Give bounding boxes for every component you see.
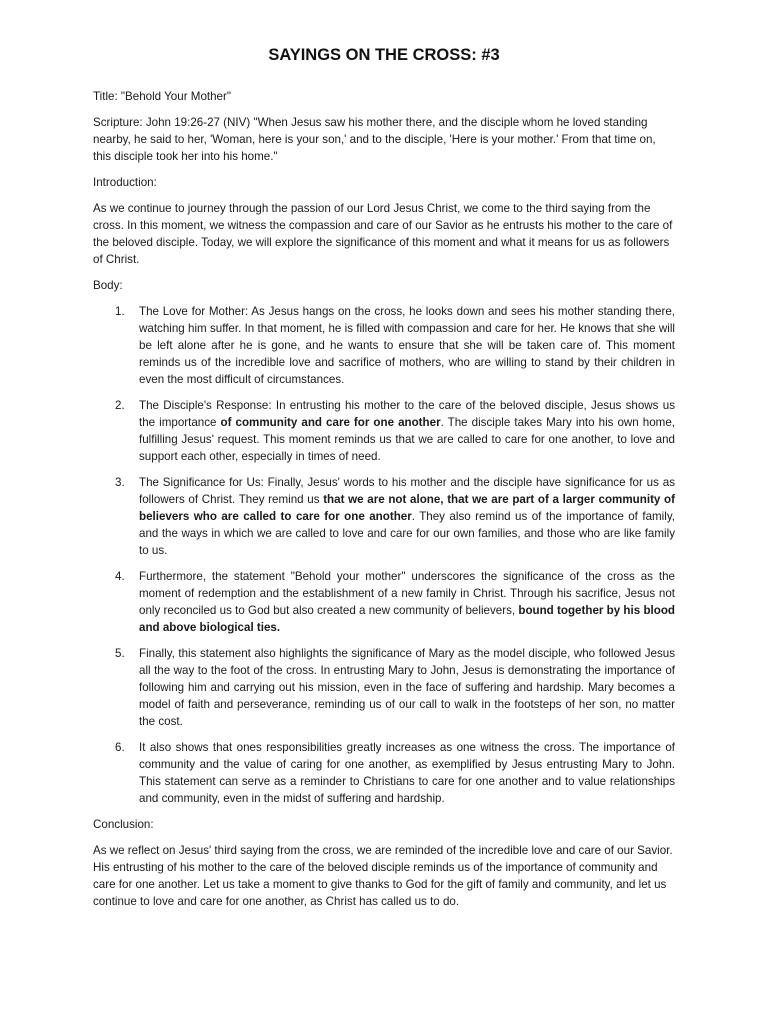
list-item-bold-text: bound together by his blood and above biological ties. bbox=[139, 604, 675, 634]
list-item-number: 5. bbox=[115, 647, 125, 660]
list-item-text: It also shows that ones responsibilities greatly increases as one witness the cross. The importance of community and the value of caring for one another, as exemplified by Jesus entrusting Mary to John. This statement can serve as a reminder to Christians to care for one another and to value relationships and community, even in the midst of suffering and hardship. bbox=[139, 741, 675, 805]
list-item-number: 3. bbox=[115, 476, 125, 489]
list-item-text: The Disciple's Response: In entrusting his mother to the care of the beloved disciple, Jesus shows us the importance bbox=[139, 399, 675, 429]
list-item-text-after: . They also remind us of the importance of family, and the ways in which we are called to love and care for our own families, and those who are like family to us. bbox=[139, 510, 675, 557]
list-item bbox=[93, 303, 675, 388]
list-item-number: 2. bbox=[115, 399, 125, 412]
list-item-text: Finally, this statement also highlights the significance of Mary as the model disciple, who followed Jesus all the way to the foot of the cross. In entrusting Mary to John, Jesus is demonstrating the importance of following him and carrying out his mission, even in the face of suffering and hardship. Mary becomes a model of faith and perseverance, reminding us of our call to walk in the footsteps of her son, no matter the cost. bbox=[139, 647, 675, 728]
list-item bbox=[93, 397, 675, 465]
body-heading: Body: bbox=[93, 279, 123, 292]
list-item-number: 4. bbox=[115, 570, 125, 583]
list-item bbox=[93, 568, 675, 636]
list-item bbox=[93, 474, 675, 559]
list-item-text: Furthermore, the statement "Behold your mother" underscores the significance of the cross as the moment of redemption and the establishment of a new family in Christ. Through his sacrifice, Jesus not only reconciled us to God but also created a new community of believers, bbox=[139, 570, 675, 617]
introduction-paragraph: As we continue to journey through the passion of our Lord Jesus Christ, we come to the third saying from the cross. In this moment, we witness the compassion and care of our Savior as he entrusts his mother to the care of the beloved disciple. Today, we will explore the significance of this moment and what it means for us as followers of Christ. bbox=[93, 202, 673, 266]
body-list bbox=[93, 303, 675, 807]
scripture-paragraph: Scripture: John 19:26-27 (NIV) "When Jesus saw his mother there, and the disciple whom he loved standing nearby, he said to her, 'Woman, here is your son,' and to the disciple, 'Here is your mother.' From that time on, this disciple took her into his home." bbox=[93, 116, 656, 163]
list-item-number: 6. bbox=[115, 741, 125, 754]
list-item-text-after: . The disciple takes Mary into his own home, fulfilling Jesus' request. This moment reminds us that we are called to care for one another, to love and support each other, especially in times of need. bbox=[139, 416, 675, 463]
list-item-text: The Love for Mother: As Jesus hangs on the cross, he looks down and sees his mother standing there, watching him suffer. In that moment, he is filled with compassion and care for her. He knows that she will be left alone after he is gone, and he wants to ensure that she will be taken care of. This moment reminds us of the incredible love and sacrifice of mothers, who are willing to stand by their children in even the most difficult of circumstances. bbox=[139, 305, 675, 386]
introduction-heading: Introduction: bbox=[93, 176, 157, 189]
list-item-number: 1. bbox=[115, 305, 125, 318]
conclusion-heading: Conclusion: bbox=[93, 818, 154, 831]
list-item-bold-text: that we are not alone, that we are part of a larger community of believers who are called to care for one another bbox=[139, 493, 675, 523]
conclusion-paragraph: As we reflect on Jesus' third saying from the cross, we are reminded of the incredible love and care of our Savior. His entrusting of his mother to the care of the beloved disciple reminds us of the importance of community and care for one another. Let us take a moment to give thanks to God for the gift of family and community, and let us continue to love and care for one another, as Christ has called us to do. bbox=[93, 844, 673, 908]
list-item bbox=[93, 739, 675, 807]
document-title: SAYINGS ON THE CROSS: #3 bbox=[268, 46, 500, 64]
list-item bbox=[93, 645, 675, 730]
list-item-bold-text: of community and care for one another bbox=[220, 416, 441, 429]
list-item-text: The Significance for Us: Finally, Jesus' words to his mother and the disciple have significance for us as followers of Christ. They remind us bbox=[139, 476, 675, 506]
sermon-title: Title: "Behold Your Mother" bbox=[93, 90, 231, 103]
